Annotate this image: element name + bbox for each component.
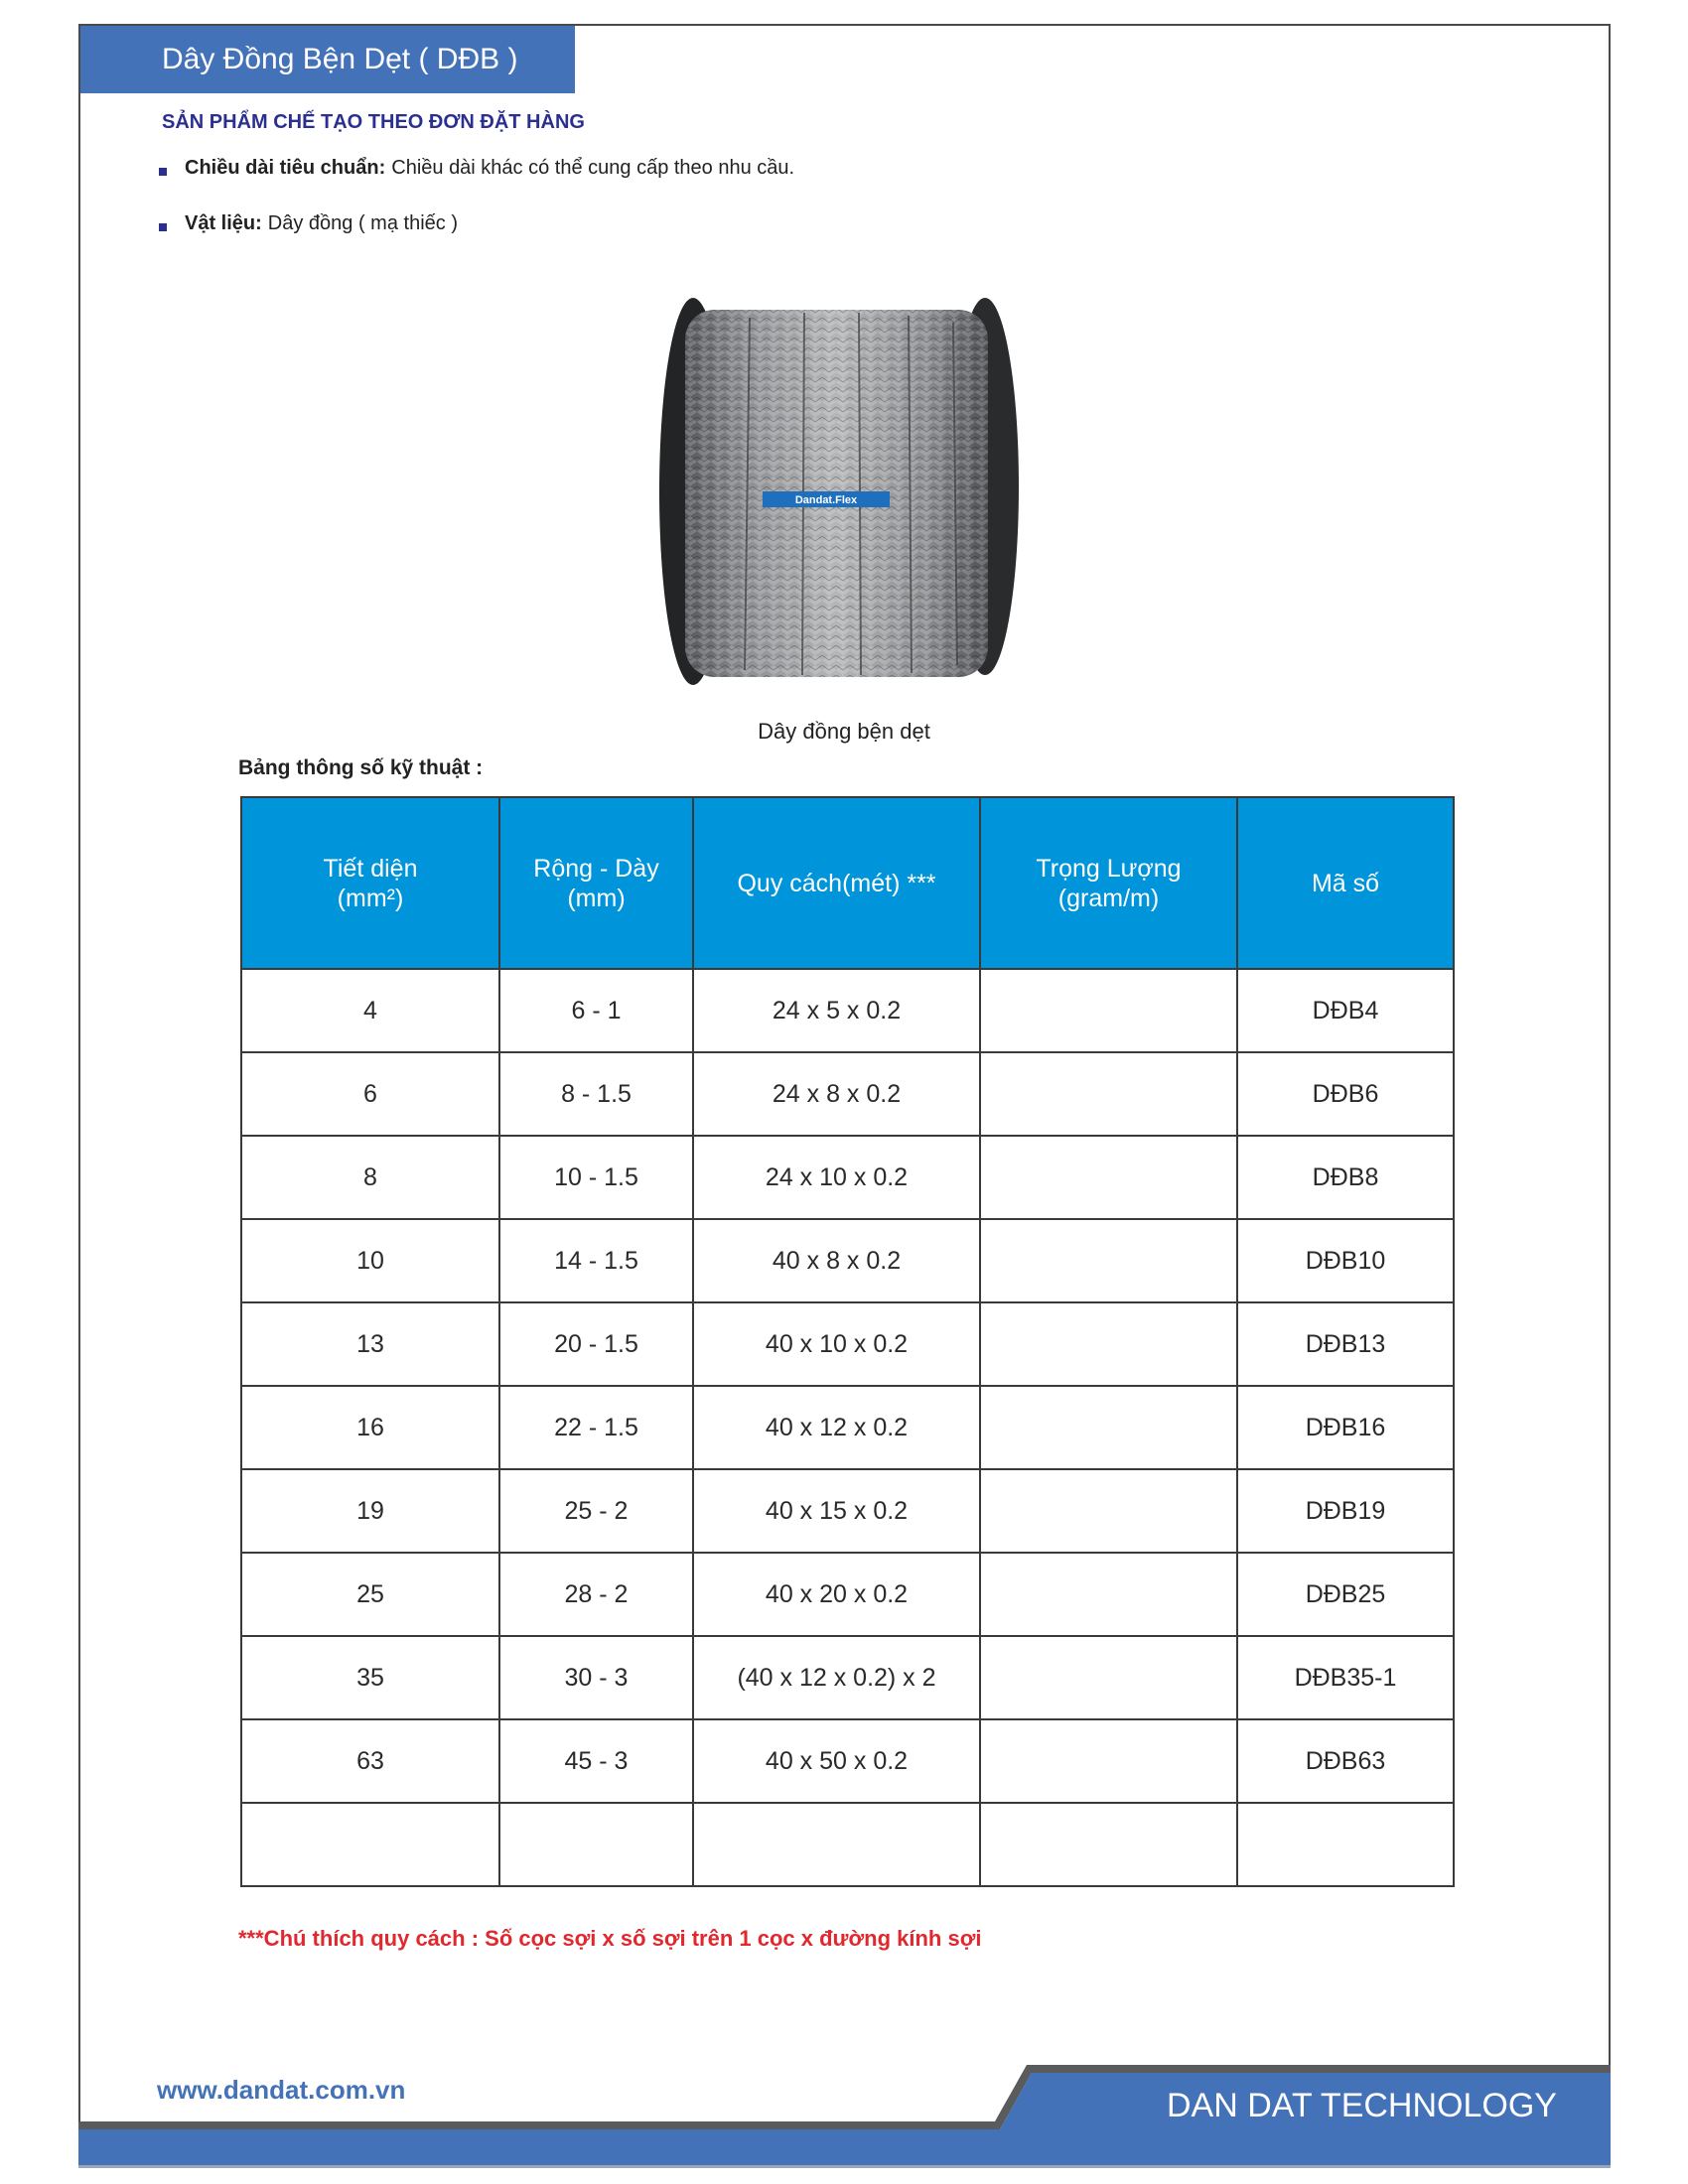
- cell-specification: [693, 1803, 980, 1886]
- table-row: [241, 1386, 1454, 1469]
- table-row: [241, 1052, 1454, 1136]
- cell-width-thickness: 6 - 1: [499, 969, 693, 1052]
- cell-cross-section: 6: [241, 1052, 499, 1136]
- cell-weight: [980, 1302, 1237, 1386]
- cell-cross-section: 63: [241, 1719, 499, 1803]
- bullet-text: Chiều dài khác có thể cung cấp theo nhu cầu.: [391, 157, 795, 179]
- cell-weight: [980, 1136, 1237, 1219]
- spec-footnote: ***Chú thích quy cách : Số cọc sợi x số sợi trên 1 cọc x đường kính sợi: [238, 1926, 982, 1951]
- cell-weight: [980, 1719, 1237, 1803]
- cell-specification: 24 x 8 x 0.2: [693, 1052, 980, 1136]
- cell-cross-section: 35: [241, 1636, 499, 1719]
- cell-cross-section: 13: [241, 1302, 499, 1386]
- cell-cross-section: 4: [241, 969, 499, 1052]
- col-header-weight: Trọng Lượng (gram/m): [980, 797, 1237, 969]
- section-subtitle: SẢN PHẨM CHẾ TẠO THEO ĐƠN ĐẶT HÀNG: [162, 111, 585, 133]
- spec-table: [240, 796, 1455, 1887]
- cell-specification: (40 x 12 x 0.2) x 2: [693, 1636, 980, 1719]
- cell-width-thickness: 25 - 2: [499, 1469, 693, 1553]
- cell-code: DĐB19: [1237, 1469, 1454, 1553]
- cell-code: DĐB4: [1237, 969, 1454, 1052]
- table-row: [241, 1469, 1454, 1553]
- cell-code: DĐB13: [1237, 1302, 1454, 1386]
- company-name: DAN DAT TECHNOLOGY: [1167, 2087, 1557, 2124]
- spool-label-text: Dandat.Flex: [794, 494, 858, 506]
- cell-specification: 24 x 10 x 0.2: [693, 1136, 980, 1219]
- cell-weight: [980, 1386, 1237, 1469]
- cell-width-thickness: 30 - 3: [499, 1636, 693, 1719]
- website-link[interactable]: www.dandat.com.vn: [157, 2075, 406, 2105]
- page-title: Dây Đồng Bện Dẹt ( DĐB ): [162, 43, 518, 75]
- table-row: [241, 1136, 1454, 1219]
- col-header-cross-section: Tiết diện (mm²): [241, 797, 499, 969]
- cell-width-thickness: 22 - 1.5: [499, 1386, 693, 1469]
- cell-code: DĐB8: [1237, 1136, 1454, 1219]
- cell-width-thickness: 20 - 1.5: [499, 1302, 693, 1386]
- product-photo: [655, 288, 1023, 695]
- table-row: [241, 1219, 1454, 1302]
- table-row: [241, 969, 1454, 1052]
- cell-code: DĐB35-1: [1237, 1636, 1454, 1719]
- cell-weight: [980, 1469, 1237, 1553]
- cell-weight: [980, 969, 1237, 1052]
- footer-bottom-edge: [78, 2165, 1611, 2168]
- cell-width-thickness: 14 - 1.5: [499, 1219, 693, 1302]
- cell-specification: 40 x 12 x 0.2: [693, 1386, 980, 1469]
- cell-cross-section: 16: [241, 1386, 499, 1469]
- footer: [78, 2055, 1611, 2169]
- cell-weight: [980, 1803, 1237, 1886]
- cell-width-thickness: 45 - 3: [499, 1719, 693, 1803]
- cell-specification: 40 x 8 x 0.2: [693, 1219, 980, 1302]
- cell-cross-section: 19: [241, 1469, 499, 1553]
- cell-specification: 40 x 15 x 0.2: [693, 1469, 980, 1553]
- cell-specification: 40 x 50 x 0.2: [693, 1719, 980, 1803]
- bullet-material: [159, 212, 458, 235]
- cell-code: DĐB63: [1237, 1719, 1454, 1803]
- cell-weight: [980, 1553, 1237, 1636]
- cell-specification: 24 x 5 x 0.2: [693, 969, 980, 1052]
- bullet-square-icon: [159, 223, 167, 231]
- table-row: [241, 1302, 1454, 1386]
- cell-weight: [980, 1636, 1237, 1719]
- cell-weight: [980, 1219, 1237, 1302]
- cell-width-thickness: 8 - 1.5: [499, 1052, 693, 1136]
- cell-cross-section: [241, 1803, 499, 1886]
- table-row: [241, 1719, 1454, 1803]
- bullet-label: Vật liệu:: [185, 212, 262, 234]
- bullet-text: Dây đồng ( mạ thiếc ): [267, 212, 458, 234]
- bullet-standard-length: [159, 157, 794, 180]
- bullet-square-icon: [159, 168, 167, 176]
- title-banner: [80, 26, 575, 93]
- cell-code: DĐB25: [1237, 1553, 1454, 1636]
- photo-caption: Dây đồng bện dẹt: [758, 719, 930, 744]
- cell-width-thickness: 10 - 1.5: [499, 1136, 693, 1219]
- bullet-label: Chiều dài tiêu chuẩn:: [185, 157, 386, 179]
- cell-cross-section: 25: [241, 1553, 499, 1636]
- col-header-width-thickness: Rộng - Dày (mm): [499, 797, 693, 969]
- cell-code: DĐB6: [1237, 1052, 1454, 1136]
- cell-width-thickness: 28 - 2: [499, 1553, 693, 1636]
- table-header-row: [241, 797, 1454, 969]
- col-header-code: Mã số: [1237, 797, 1454, 969]
- cell-cross-section: 10: [241, 1219, 499, 1302]
- cell-code: DĐB16: [1237, 1386, 1454, 1469]
- spec-table-title: Bảng thông số kỹ thuật :: [238, 756, 484, 779]
- table-row: [241, 1636, 1454, 1719]
- cell-specification: 40 x 10 x 0.2: [693, 1302, 980, 1386]
- cell-code: DĐB10: [1237, 1219, 1454, 1302]
- cell-specification: 40 x 20 x 0.2: [693, 1553, 980, 1636]
- table-row: [241, 1553, 1454, 1636]
- col-header-specification: Quy cách(mét) ***: [693, 797, 980, 969]
- cell-code: [1237, 1803, 1454, 1886]
- table-row: [241, 1803, 1454, 1886]
- cell-cross-section: 8: [241, 1136, 499, 1219]
- cell-weight: [980, 1052, 1237, 1136]
- cell-width-thickness: [499, 1803, 693, 1886]
